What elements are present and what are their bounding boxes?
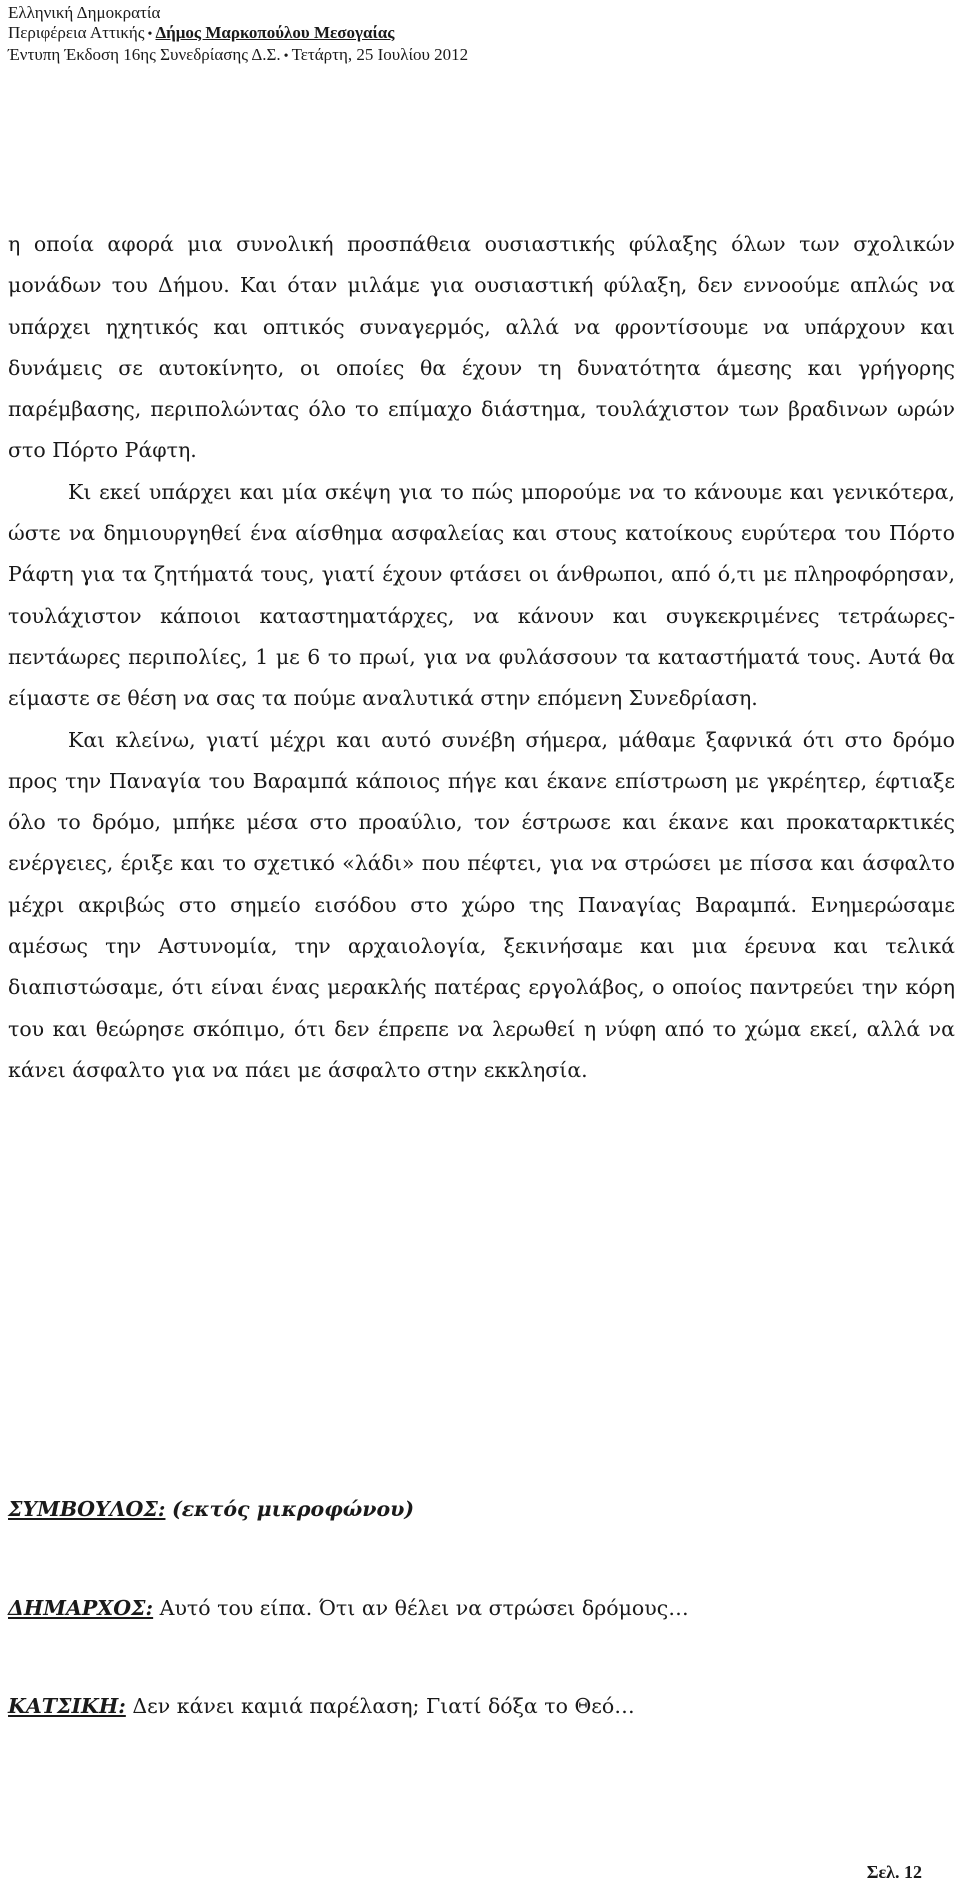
header-region: Περιφέρεια Αττικής xyxy=(8,23,145,42)
header-municipality: Δήμος Μαρκοπούλου Μεσογαίας xyxy=(155,23,395,42)
header-edition-line xyxy=(8,45,468,67)
speaker-remark: Δεν κάνει καμιά παρέλαση; Γιατί δόξα το Θεό… xyxy=(132,1694,635,1718)
paragraph-2: Κι εκεί υπάρχει και μία σκέψη για το πώς μπορούμε να το κάνουμε και γενικότερα, ώστε να δημιουργηθεί ένα αίσθημα ασφαλείας και στους κατοίκους ευρύτερα του Πόρτο Ράφτη για τα ζητήματά τους, γιατί έχουν φτάσει οι άνθρωποι, από ό,τι με πληροφόρησαν, τουλάχιστον κάποιοι καταστηματάρχες, να κάνουν και συγκεκριμένες τετράωρες-πεντάωρες περιπολίες, 1 με 6 το πρωί, για να φυλάσσουν τα καταστήματά τους. Αυτά θα είμαστε σε θέση να σας τα πούμε αναλυτικά στην επόμενη Συνεδρίαση. xyxy=(8,479,955,711)
speaker-entry-katsiki xyxy=(8,1691,635,1721)
speaker-entry-councillor xyxy=(8,1494,414,1524)
header-date: Τετάρτη, 25 Ιουλίου 2012 xyxy=(291,45,469,64)
header-region-line xyxy=(8,23,468,45)
speaker-name: ΔΗΜΑΡΧΟΣ: xyxy=(8,1596,154,1620)
page-number: Σελ. 12 xyxy=(866,1862,922,1882)
paragraph-1: η οποία αφορά μια συνολική προσπάθεια ουσιαστικής φύλαξης όλων των σχολικών μονάδων του Δήμου. Και όταν μιλάμε για ουσιαστική φύλαξη, δεν εννοούμε απλώς να υπάρχει ηχητικός και οπτικός συναγερμός, αλλά να φροντίσουμε να υπάρχουν και δυνάμεις σε αυτοκίνητο, οι οποίες θα έχουν τη δυνατότητα άμεσης και γρήγορης παρέμβασης, περιπολώντας όλο το επίμαχο διάστημα, τουλάχιστον των βραδινων ωρών στο Πόρτο Ράφτη. xyxy=(8,232,955,463)
speaker-name: ΚΑΤΣΙΚΗ: xyxy=(8,1694,126,1718)
header-edition: Έντυπη Έκδοση 16ης Συνεδρίασης Δ.Σ. xyxy=(8,45,281,64)
document-header xyxy=(8,3,468,67)
transcript-body xyxy=(8,224,955,1091)
bullet-separator: • xyxy=(283,49,289,64)
paragraph-3: Και κλείνω, γιατί μέχρι και αυτό συνέβη σήμερα, μάθαμε ξαφνικά ότι στο δρόμο προς την Παναγία του Βαραμπά κάποιος πήγε και έκανε επίστρωση με γκρέητερ, έφτιαξε όλο το δρόμο, μπήκε μέσα στο προαύλιο, τον έστρωσε και έκανε και προκαταρκτικές ενέργειες, έριξε και το σχετικό «λάδι» που πέφτει, για να στρώσει με πίσσα και άσφαλτο μέχρι ακριβώς στο σημείο εισόδου στο χώρο της Παναγίας Βαραμπά. Ενημερώσαμε αμέσως την Αστυνομία, την αρχαιολογία, ξεκινήσαμε και μια έρευνα και τελικά διαπιστώσαμε, ότι είναι ένας μερακλής πατέρας εργολάβος, ο οποίος παντρεύει την κόρη του και θεώρησε σκόπιμο, ότι δεν έπρεπε να λερωθεί η νύφη από το χώμα εκεί, αλλά να κάνει άσφαλτο για να πάει με άσφαλτο στην εκκλησία. xyxy=(8,727,955,1082)
speaker-remark: Αυτό του είπα. Ότι αν θέλει να στρώσει δρόμους… xyxy=(159,1596,689,1620)
speaker-name: ΣΥΜΒΟΥΛΟΣ: xyxy=(8,1497,166,1521)
speaker-remark: (εκτός μικροφώνου) xyxy=(172,1497,415,1521)
header-country: Ελληνική Δημοκρατία xyxy=(8,3,161,22)
bullet-separator: • xyxy=(147,27,153,42)
speaker-entry-mayor xyxy=(8,1593,689,1623)
